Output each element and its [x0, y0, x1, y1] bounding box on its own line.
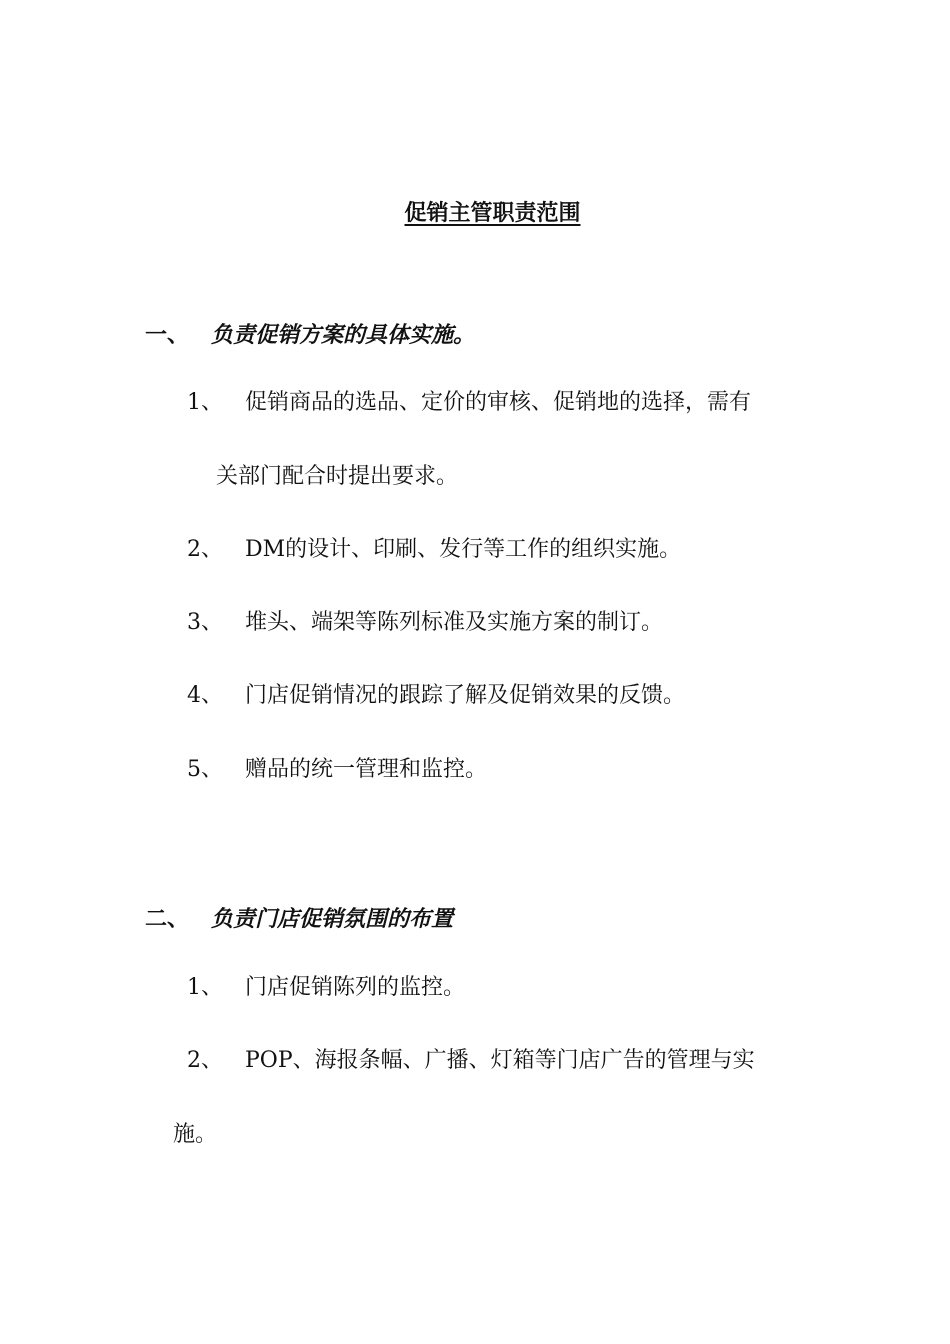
- section-heading-2: [145, 902, 453, 933]
- document-title: 促销主管职责范围: [404, 201, 581, 226]
- item-number: 3、: [187, 610, 223, 635]
- section-heading-text: 负责门店促销氛围的布置: [211, 907, 454, 932]
- item-number: 4、: [187, 683, 223, 708]
- item-text: POP、海报条幅、广播、灯箱等门店广告的管理与实: [245, 1048, 755, 1073]
- item-text: 促销商品的选品、定价的审核、促销地的选择，需有: [245, 390, 752, 415]
- item-number: 1、: [187, 975, 223, 1000]
- section-heading-text: 负责促销方案的具体实施。: [211, 323, 476, 348]
- item-number: 2、: [187, 1048, 223, 1073]
- item-continuation: 施。: [173, 1122, 218, 1147]
- item-number: 2、: [187, 537, 223, 562]
- item-text: 赠品的统一管理和监控。: [245, 757, 488, 782]
- section-number: 一、: [145, 323, 190, 348]
- item-text: DM的设计、印刷、发行等工作的组织实施。: [245, 537, 682, 562]
- item-text: 门店促销情况的跟踪了解及促销效果的反馈。: [245, 683, 686, 708]
- item-number: 5、: [187, 757, 223, 782]
- section-heading-1: [145, 318, 475, 349]
- item-number: 1、: [187, 390, 223, 415]
- section-number: 二、: [145, 907, 190, 932]
- item-text: 堆头、端架等陈列标准及实施方案的制订。: [245, 610, 664, 635]
- item-text: 门店促销陈列的监控。: [245, 975, 466, 1000]
- item-continuation: 关部门配合时提出要求。: [216, 464, 459, 489]
